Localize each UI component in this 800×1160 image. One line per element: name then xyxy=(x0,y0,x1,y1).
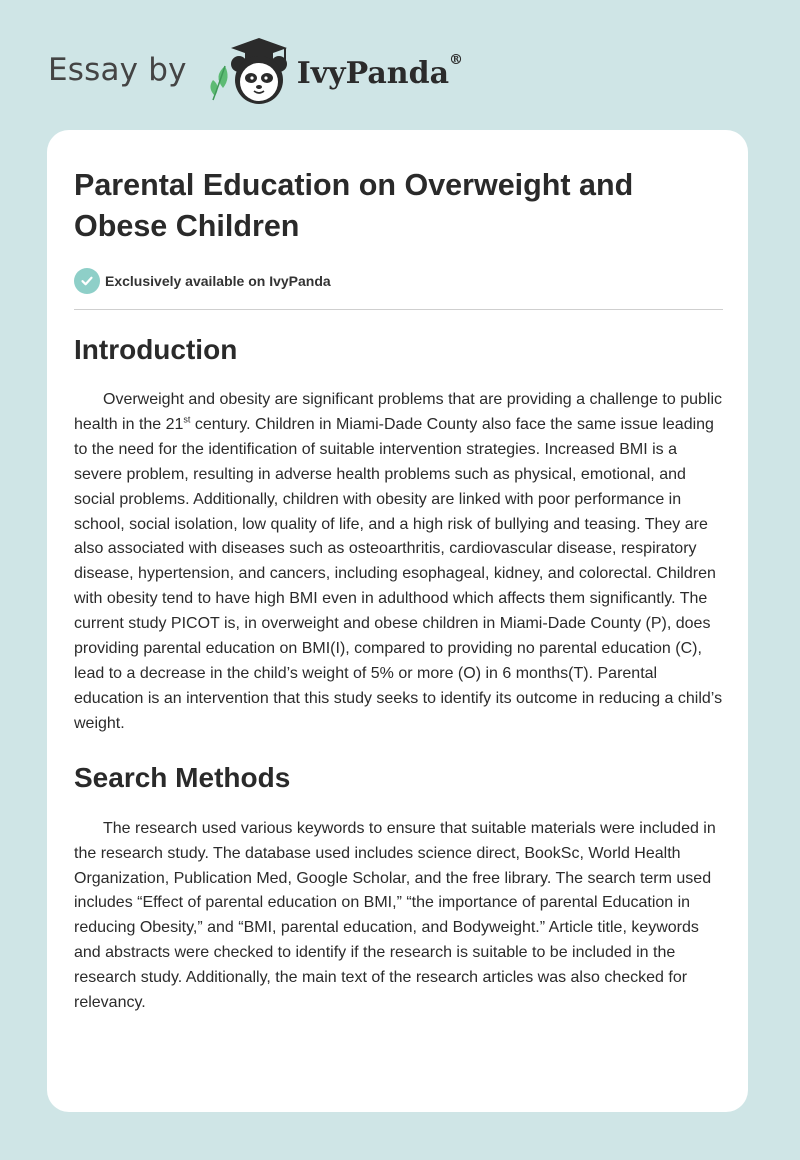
badge-text: Exclusively available on IvyPanda xyxy=(105,273,331,289)
site-header xyxy=(48,36,463,108)
exclusive-badge xyxy=(74,267,723,295)
title-line-2: Obese Children xyxy=(74,209,300,243)
intro-text-part-2: century. Children in Miami-Dade County also face the same issue leading to the need for the identification of suitable intervention strategies. Increased BMI is a severe problem, resulting in adverse health problems such as physical, emotional, and social problems. Additionally, children with obesity are linked with poor performance in school, social isolation, low quality of life, and a high risk of bullying and teasing. They are also associated with diseases such as osteoarthritis, cardiovascular disease, respiratory disease, hypertension, and cancers, including esophageal, kidney, and colorectal. Children with obesity tend to have high BMI even in adulthood which affects them significantly. The current study PICOT is, in overweight and obese children in Miami-Dade County (P), does providing parental education on BMI(I), compared to providing no parental education (C), lead to a decrease in the child’s weight of 5% or more (O) in 6 months(T). Parental education is an intervention that this study seeks to identify its outcome in reducing a child’s weight. xyxy=(74,415,723,732)
article-title xyxy=(74,165,723,247)
check-circle-icon xyxy=(74,268,100,294)
article-card xyxy=(47,130,748,1112)
essay-by-label: Essay by xyxy=(48,52,187,88)
intro-text-part-1: Overweight and obesity are significant problems that are providing a challenge to public health in the 21 xyxy=(74,391,723,433)
registered-mark: ® xyxy=(449,51,464,68)
panda-logo-icon[interactable] xyxy=(201,36,293,108)
brand-name[interactable] xyxy=(296,51,464,91)
introduction-paragraph xyxy=(74,388,723,737)
ordinal-suffix: st xyxy=(183,414,191,425)
brand-text: IvyPanda xyxy=(296,55,450,91)
section-heading-introduction: Introduction xyxy=(74,334,238,365)
search-methods-paragraph: The research used various keywords to ensure that suitable materials were included in the research study. The database used includes science direct, BookSc, World Health Organization, Publication Med, Google Scholar, and the free library. The search term used includes “Effect of parental education on BMI,” “the importance of parental Education in reducing Obesity,” and “BMI, parental education, and Bodyweight.” Article title, keywords and abstracts were checked to identify if the research is suitable to be included in the research study. Additionally, the main text of the research articles was also checked for relevancy. xyxy=(74,819,716,1012)
section-heading-search-methods: Search Methods xyxy=(74,761,291,793)
article-content xyxy=(74,130,723,1016)
title-line-1: Parental Education on Overweight and xyxy=(74,168,634,202)
divider xyxy=(74,309,723,310)
